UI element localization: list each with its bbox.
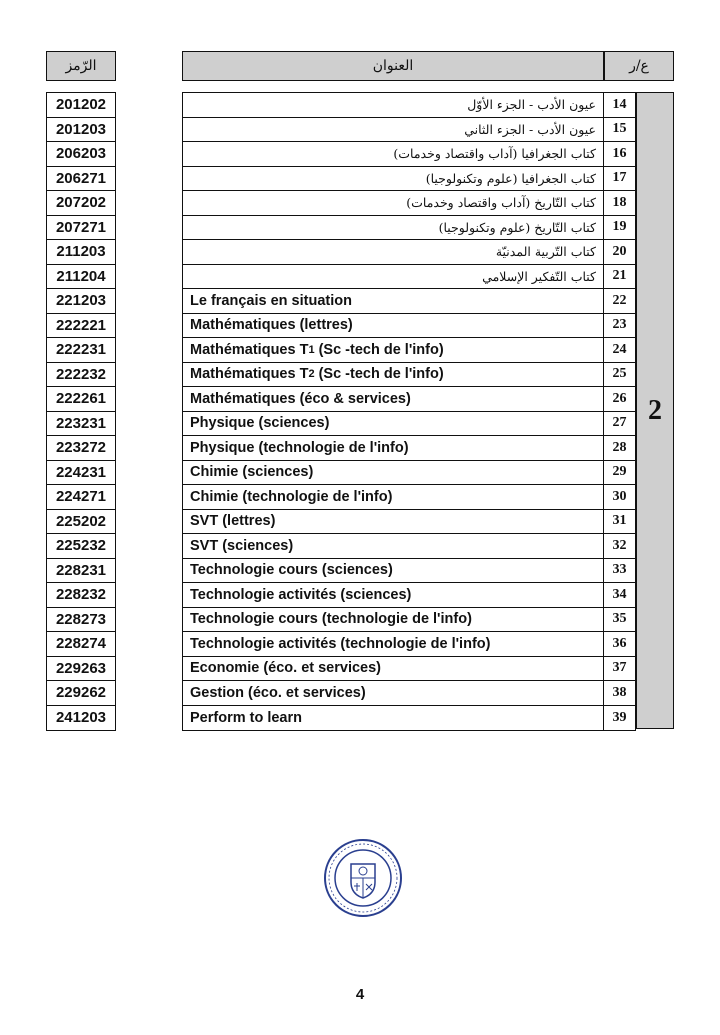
title-column (182, 92, 604, 731)
header-number: ع/ر (604, 51, 674, 81)
row-number: 29 (604, 461, 635, 486)
row-title: كتاب التّربية المدنيّة (183, 240, 603, 265)
row-title: كتاب الجغرافيا (آداب واقتصاد وخدمات) (183, 142, 603, 167)
row-number: 35 (604, 608, 635, 633)
row-code: 228273 (47, 608, 115, 633)
row-title: كتاب الجغرافيا (علوم وتكنولوجيا) (183, 167, 603, 192)
row-number: 24 (604, 338, 635, 363)
row-number: 26 (604, 387, 635, 412)
row-title: Chimie (sciences) (183, 461, 603, 486)
row-code: 222261 (47, 387, 115, 412)
ministry-seal-icon (323, 838, 403, 918)
row-number: 33 (604, 559, 635, 584)
row-code: 228232 (47, 583, 115, 608)
row-number: 22 (604, 289, 635, 314)
group-label: 2 (636, 92, 674, 729)
row-code: 223272 (47, 436, 115, 461)
row-number: 19 (604, 216, 635, 241)
row-title: Chimie (technologie de l'info) (183, 485, 603, 510)
row-code: 229262 (47, 681, 115, 706)
row-title: كتاب التّاريخ (آداب واقتصاد وخدمات) (183, 191, 603, 216)
row-number: 25 (604, 363, 635, 388)
row-number: 36 (604, 632, 635, 657)
row-title-rest: (Sc -tech de l'info) (314, 341, 444, 358)
row-title: Physique (sciences) (183, 412, 603, 437)
row-title-subscript: 1 (308, 343, 315, 356)
row-number: 32 (604, 534, 635, 559)
row-title-subscript: 2 (308, 368, 315, 381)
row-number: 15 (604, 118, 635, 143)
row-title: كتاب التّفكير الإسلامي (183, 265, 603, 290)
row-title: SVT (sciences) (183, 534, 603, 559)
row-code: 206271 (47, 167, 115, 192)
row-number: 17 (604, 167, 635, 192)
row-title: SVT (lettres) (183, 510, 603, 535)
row-number: 28 (604, 436, 635, 461)
row-code: 223231 (47, 412, 115, 437)
row-code: 222232 (47, 363, 115, 388)
number-column (604, 92, 636, 731)
row-code: 225202 (47, 510, 115, 535)
row-code: 228231 (47, 559, 115, 584)
row-code: 241203 (55, 709, 107, 727)
row-title: Mathématiques (éco & services) (183, 387, 603, 412)
row-number: 38 (604, 681, 635, 706)
row-number: 20 (604, 240, 635, 265)
row-number: 16 (604, 142, 635, 167)
row-code: 207271 (47, 216, 115, 241)
row-code: 211204 (47, 265, 115, 290)
row-code: 224231 (47, 461, 115, 486)
row-title: Technologie activités (technologie de l'info) (183, 632, 603, 657)
row-code: 206203 (47, 142, 115, 167)
row-code: 228274 (47, 632, 115, 657)
row-code: 201203 (47, 118, 115, 143)
row-code: 221203 (47, 289, 115, 314)
row-code: 225232 (47, 534, 115, 559)
row-code: 222231 (47, 338, 115, 363)
row-code: 224271 (47, 485, 115, 510)
row-number: 21 (604, 265, 635, 290)
row-title: Economie (éco. et services) (183, 657, 603, 682)
row-title (183, 363, 603, 388)
row-title: كتاب التّاريخ (علوم وتكنولوجيا) (183, 216, 603, 241)
header-code: الرّمز (46, 51, 116, 81)
row-number: 18 (604, 191, 635, 216)
row-title: Technologie activités (sciences) (183, 583, 603, 608)
row-title-text: Mathématiques T (190, 341, 309, 358)
row-title: Perform to learn (190, 709, 302, 726)
row-title: Mathématiques (lettres) (183, 314, 603, 339)
row-title: Technologie cours (sciences) (183, 559, 603, 584)
header-title: العنوان (182, 51, 604, 81)
row-title: Physique (technologie de l'info) (183, 436, 603, 461)
row-title: Le français en situation (183, 289, 603, 314)
row-title: Technologie cours (technologie de l'info) (183, 608, 603, 633)
row-number: 27 (604, 412, 635, 437)
row-number: 34 (604, 583, 635, 608)
row-number: 37 (604, 657, 635, 682)
row-title (183, 338, 603, 363)
row-title: عيون الأدب - الجزء الأوّل (183, 93, 603, 118)
row-number: 23 (604, 314, 635, 339)
row-code: 222221 (47, 314, 115, 339)
row-title-rest: (Sc -tech de l'info) (314, 366, 444, 383)
row-title-text: Mathématiques T (190, 366, 309, 383)
row-number: 39 (612, 709, 627, 725)
row-title: عيون الأدب - الجزء الثاني (183, 118, 603, 143)
row-number: 30 (604, 485, 635, 510)
code-column (46, 92, 116, 731)
row-code: 211203 (47, 240, 115, 265)
row-number: 31 (604, 510, 635, 535)
row-code: 201202 (47, 93, 115, 118)
page-number: 4 (355, 986, 365, 1003)
row-code: 207202 (47, 191, 115, 216)
row-number: 14 (604, 93, 635, 118)
row-code: 229263 (47, 657, 115, 682)
row-title: Gestion (éco. et services) (183, 681, 603, 706)
